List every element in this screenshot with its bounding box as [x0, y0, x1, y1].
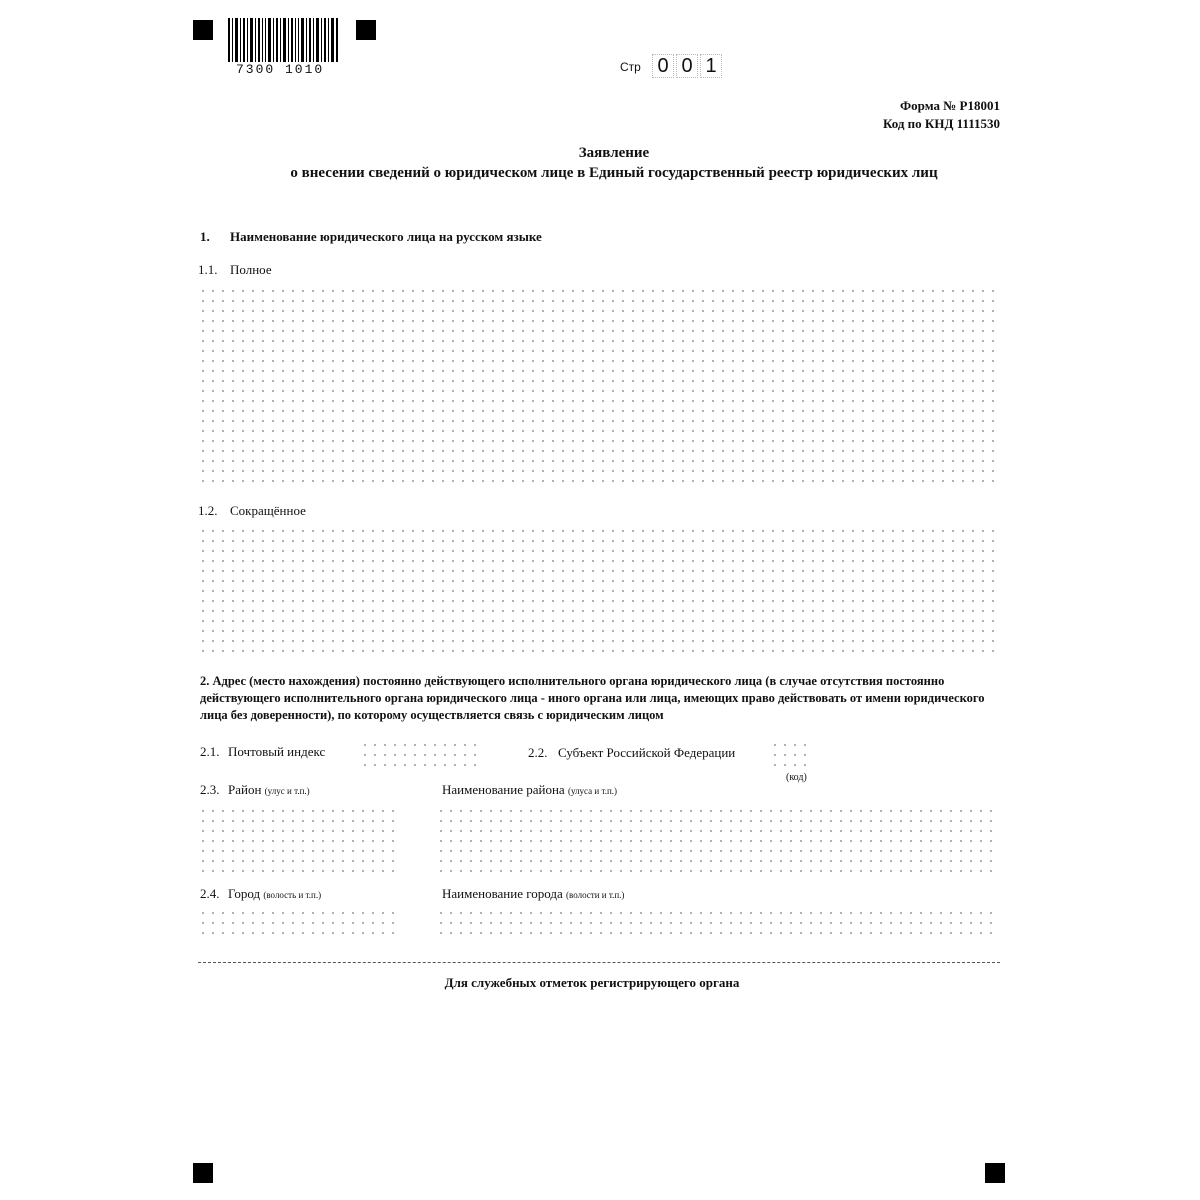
city-type-input-grid[interactable] — [198, 908, 398, 942]
city-name-note: (волости и т.п.) — [566, 890, 625, 900]
city-label: Город — [228, 886, 261, 901]
page-digit[interactable]: 1 — [700, 54, 722, 78]
field-2-4-number: 2.4. — [200, 886, 220, 901]
page-number-cells — [652, 54, 724, 78]
city-name-input-grid[interactable] — [436, 908, 1000, 942]
district-name-note: (улуса и т.п.) — [567, 786, 618, 796]
section-1-title: Наименование юридического лица на русском языке — [230, 229, 542, 244]
page-label: Стр — [620, 60, 641, 74]
field-2-1-number: 2.1. — [200, 744, 220, 759]
city-name-label — [442, 886, 624, 902]
document-subtitle: о внесении сведений о юридическом лице в Единый государственный реестр юридических лиц — [290, 165, 938, 181]
page-digit[interactable]: 0 — [676, 54, 698, 78]
field-2-1-label: Почтовый индекс — [228, 744, 326, 759]
document-title: Заявление — [578, 145, 650, 161]
subject-code-note: (код) — [786, 772, 807, 783]
page-digit[interactable]: 0 — [652, 54, 674, 78]
subject-code-input-grid[interactable] — [770, 740, 806, 770]
section-2-title: 2. Адрес (место нахождения) постоянно действующего исполнительного органа юридического лица (в случае отсутствия постоянно действующего исполнительного органа юридического лица - иного органа или лица, имеющих право действовать от имени юридического лица без доверенности), по которому осуществляется связь с юридическим лицом — [200, 674, 985, 722]
short-name-input-grid[interactable] — [198, 526, 1000, 656]
form-identifier — [883, 97, 1000, 133]
field-1-1-number: 1.1. — [198, 262, 218, 277]
knd-code: Код по КНД 1111530 — [882, 116, 1000, 131]
service-divider — [198, 962, 1000, 963]
field-2-4-label — [228, 886, 321, 902]
corner-marker-top-left — [193, 20, 213, 40]
barcode-number: 7300 1010 — [236, 62, 325, 77]
field-2-3-number: 2.3. — [200, 782, 220, 797]
district-name-input-grid[interactable] — [436, 806, 1000, 876]
barcode — [228, 18, 338, 62]
corner-marker-bottom-left — [193, 1163, 213, 1183]
field-2-2-label: Субъект Российской Федерации — [558, 745, 736, 760]
field-1-2-number: 1.2. — [198, 503, 218, 518]
section-1-number: 1. — [200, 229, 210, 244]
corner-marker-bottom-right — [985, 1163, 1005, 1183]
city-name-text: Наименование города — [442, 886, 563, 901]
district-note: (улус и т.п.) — [264, 786, 310, 796]
postal-code-input-grid[interactable] — [360, 740, 484, 770]
district-name-text: Наименование района — [442, 782, 565, 797]
service-notes-title: Для служебных отметок регистрирующего органа — [444, 975, 740, 990]
full-name-input-grid[interactable] — [198, 286, 1000, 486]
field-1-2-label: Сокращённое — [230, 503, 306, 518]
field-2-3-label — [228, 782, 310, 798]
field-2-2-number: 2.2. — [528, 745, 548, 760]
field-1-1-label: Полное — [230, 262, 272, 277]
district-label: Район — [228, 782, 262, 797]
form-number: Форма № Р18001 — [900, 98, 1000, 113]
corner-marker-top-right — [356, 20, 376, 40]
city-note: (волость и т.п.) — [263, 890, 322, 900]
district-type-input-grid[interactable] — [198, 806, 398, 876]
district-name-label — [442, 782, 617, 798]
